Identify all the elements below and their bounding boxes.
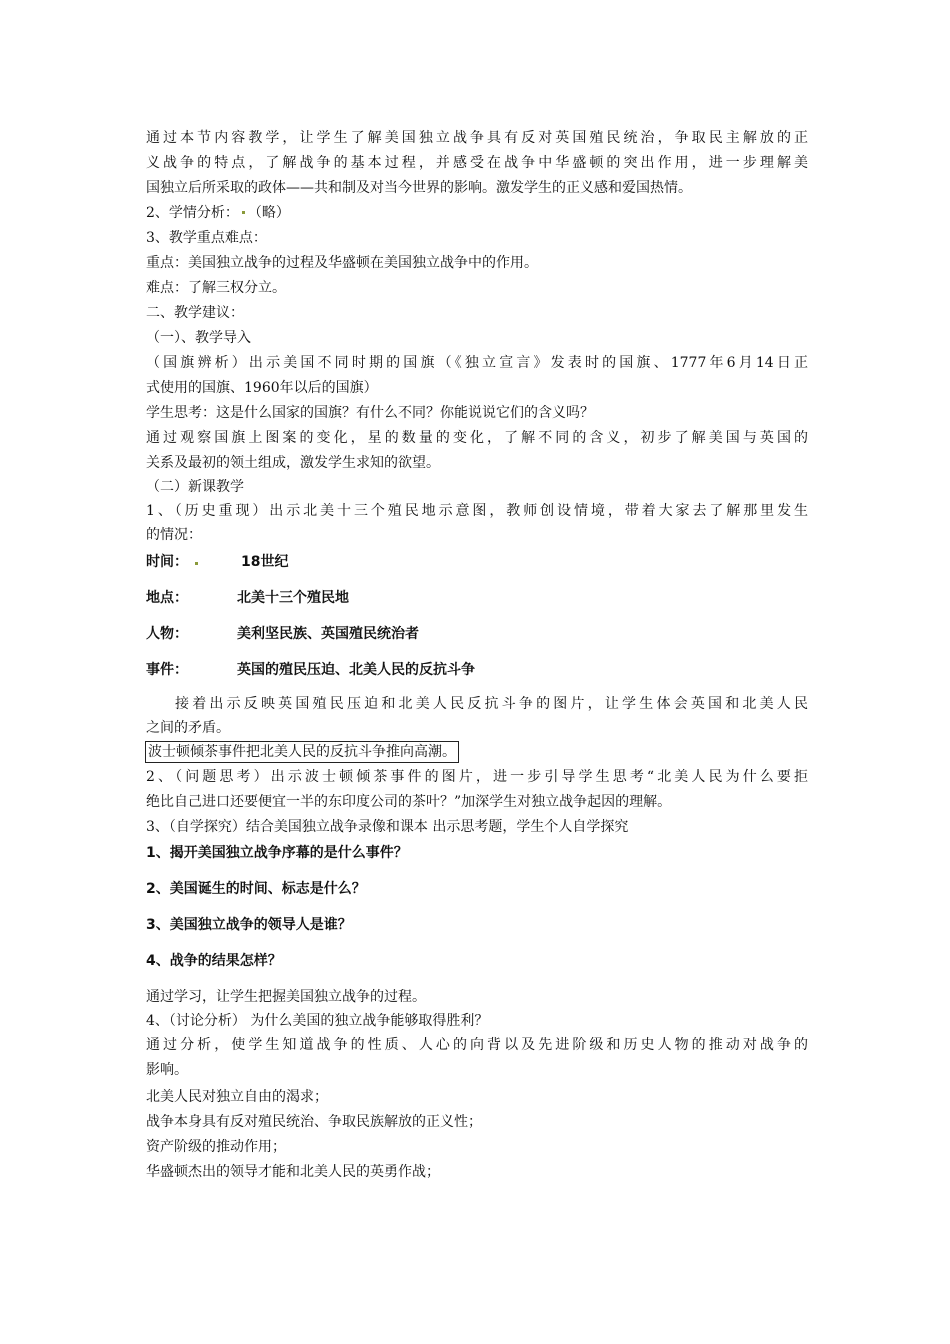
fact-label: 人物： (146, 626, 188, 642)
section-suggest-heading: 二、教学建议： (146, 305, 244, 321)
observe-text-line-2: 关系及最初的领土组成，激发学生求知的欲望。 (146, 455, 440, 471)
analysis-line (146, 203, 808, 223)
history-text-line-2: 的情况： (146, 527, 202, 543)
analysis-text-line-2: 影响。 (146, 1062, 188, 1078)
fact-value: 北美十三个殖民地 (237, 590, 349, 606)
fact-label: 地点： (146, 590, 188, 606)
fact-value: 英国的殖民压迫、北美人民的反抗斗争 (237, 662, 475, 678)
question-text-line-1: 2、（问题思考）出示波士顿倾茶事件的图片，进一步引导学生思考“北美人民为什么要拒 (146, 769, 808, 785)
key-title: 3、教学重点难点： (146, 230, 267, 246)
reason-1: 北美人民对独立自由的渴求； (146, 1089, 328, 1105)
analysis-label: 2、学情分析： (146, 205, 239, 221)
discuss-line: 4、（讨论分析） 为什么美国的独立战争能够取得胜利？ (146, 1013, 489, 1029)
observe-text-line-1: 通过观察国旗上图案的变化，星的数量的变化，了解不同的含义，初步了解美国与英国的 (146, 430, 808, 446)
self-study-line: 3、（自学探究）结合美国独立战争录像和课本 出示思考题，学生个人自学探究 (146, 819, 629, 835)
marker-dot-icon (242, 211, 245, 214)
goal-text-line-1: 通过本节内容教学，让学生了解美国独立战争具有反对英国殖民统治，争取民主解放的正 (146, 130, 808, 146)
history-text-line-1: 1、（历史重现）出示北美十三个殖民地示意图，教师创设情境，带着大家去了解那里发生 (146, 503, 808, 519)
fact-label: 事件： (146, 662, 188, 678)
fact-value: 美利坚民族、英国殖民统治者 (237, 626, 419, 642)
study-question-1: 1、揭开美国独立战争序幕的是什么事件？ (146, 845, 408, 861)
study-question-4: 4、战争的结果怎样？ (146, 953, 282, 969)
difficulty-point: 难点：了解三权分立。 (146, 280, 286, 296)
flag-text-line-2: 式使用的国旗、1960年以后的国旗） (146, 380, 378, 396)
key-point: 重点：美国独立战争的过程及华盛顿在美国独立战争中的作用。 (146, 255, 538, 271)
flag-text-line-1: （国旗辨析）出示美国不同时期的国旗（《独立宣言》发表时的国旗、1777年6月14日正 (146, 355, 808, 371)
new-lesson-heading: （二）新课教学 (146, 479, 244, 495)
analysis-tail: （略） (247, 205, 290, 221)
picture-text-line-2: 之间的矛盾。 (146, 720, 230, 736)
study-question-3: 3、美国独立战争的领导人是谁？ (146, 917, 352, 933)
marker-dot-icon (195, 562, 198, 565)
fact-label: 时间： (146, 554, 188, 570)
reason-3: 资产阶级的推动作用； (146, 1139, 286, 1155)
goal-text-line-3: 国独立后所采取的政体——共和制及对当今世界的影响。激发学生的正义感和爱国热情。 (146, 180, 692, 196)
boston-tea-party-box: 波士顿倾茶事件把北美人民的反抗斗争推向高潮。 (145, 741, 459, 763)
study-summary: 通过学习，让学生把握美国独立战争的过程。 (146, 989, 426, 1005)
goal-text-line-2: 义战争的特点，了解战争的基本过程，并感受在战争中华盛顿的突出作用，进一步理解美 (146, 155, 808, 171)
study-question-2: 2、美国诞生的时间、标志是什么？ (146, 881, 366, 897)
intro-heading: （一）、教学导入 (146, 330, 251, 346)
reason-4: 华盛顿杰出的领导才能和北美人民的英勇作战； (146, 1164, 440, 1180)
think-question: 学生思考：这是什么国家的国旗？有什么不同？你能说说它们的含义吗？ (146, 405, 594, 421)
fact-value: 18世纪 (241, 554, 289, 570)
reason-2: 战争本身具有反对殖民统治、争取民族解放的正义性； (146, 1114, 482, 1130)
question-text-line-2: 绝比自己进口还要便宜一半的东印度公司的茶叶？”加深学生对独立战争起因的理解。 (146, 794, 672, 810)
picture-text-line-1: 接着出示反映英国殖民压迫和北美人民反抗斗争的图片，让学生体会英国和北美人民 (175, 696, 808, 712)
analysis-text-line-1: 通过分析，使学生知道战争的性质、人心的向背以及先进阶级和历史人物的推动对战争的 (146, 1037, 808, 1053)
